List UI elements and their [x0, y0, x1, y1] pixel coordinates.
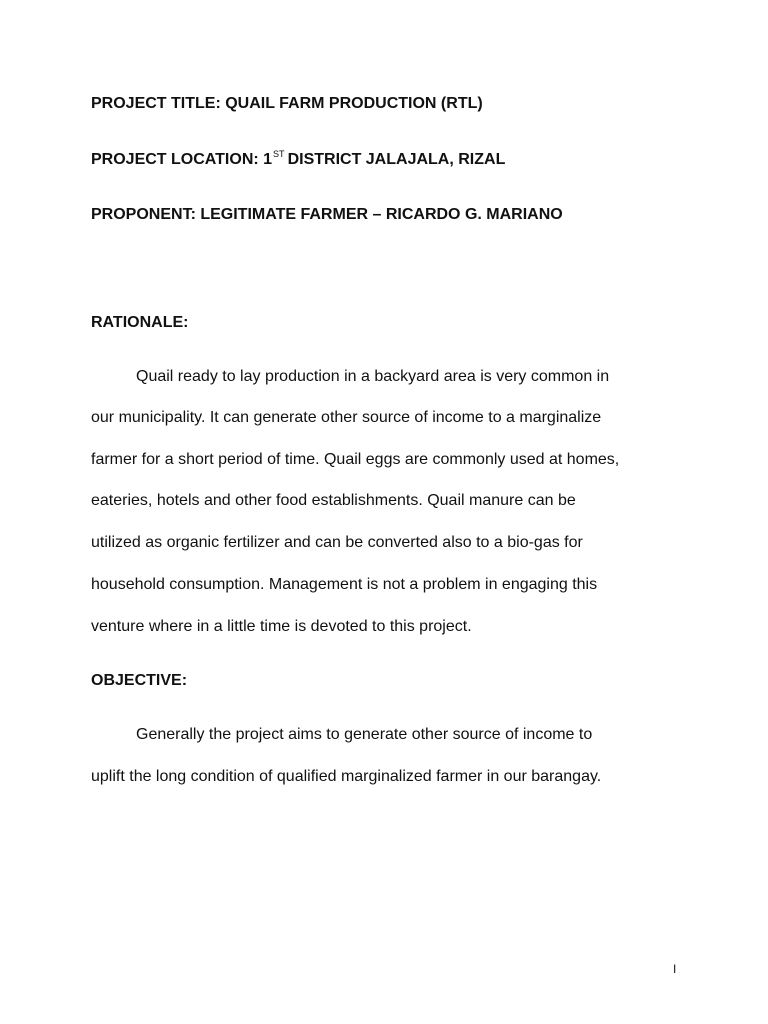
- project-location-superscript: ST: [273, 149, 285, 159]
- proponent: PROPONENT: LEGITIMATE FARMER – RICARDO G. MARIANO: [91, 206, 563, 223]
- project-title: PROJECT TITLE: QUAIL FARM PRODUCTION (RTL): [91, 95, 483, 112]
- rationale-line: our municipality. It can generate other source of income to a marginalize: [91, 409, 602, 426]
- rationale-heading: RATIONALE:: [91, 314, 189, 331]
- objective-heading: OBJECTIVE:: [91, 672, 188, 689]
- rationale-line: household consumption. Management is not a problem in engaging this: [91, 576, 598, 593]
- rationale-line: venture where in a little time is devoted to this project.: [91, 618, 472, 635]
- rationale-line: Quail ready to lay production in a backyard area is very common in: [136, 368, 610, 385]
- project-location-suffix: DISTRICT JALAJALA, RIZAL: [287, 151, 506, 168]
- page-number: I: [673, 962, 677, 976]
- project-location-prefix: PROJECT LOCATION: 1: [91, 151, 273, 168]
- objective-line: Generally the project aims to generate other source of income to: [136, 726, 593, 743]
- rationale-line: eateries, hotels and other food establishments. Quail manure can be: [91, 492, 576, 509]
- rationale-line: utilized as organic fertilizer and can be converted also to a bio-gas for: [91, 534, 583, 551]
- rationale-line: farmer for a short period of time. Quail eggs are commonly used at homes,: [91, 451, 620, 468]
- objective-line: uplift the long condition of qualified marginalized farmer in our barangay.: [91, 768, 602, 785]
- project-location: [91, 150, 505, 170]
